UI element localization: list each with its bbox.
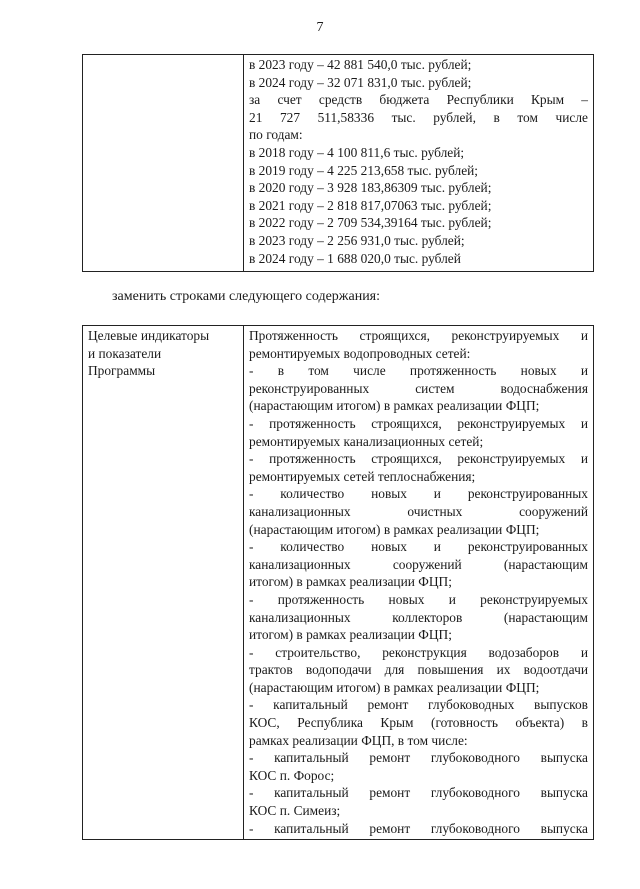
indicator-line: - в том числе протяженность новых и xyxy=(249,363,588,379)
indicator-line: - протяженность строящихся, реконструируемых и xyxy=(249,451,588,467)
funding-line: по годам: xyxy=(249,127,303,143)
funding-lines xyxy=(249,56,588,267)
indicator-line: - количество новых и реконструированных xyxy=(249,486,588,502)
funding-text-cell xyxy=(244,55,594,272)
indicator-line: - протяженность новых и реконструируемых xyxy=(249,591,588,607)
indicator-line: (нарастающим итогом) в рамках реализации ФЦП; xyxy=(249,679,540,695)
indicator-line: - капитальный ремонт глубоководного выпуска xyxy=(249,820,588,836)
funding-line: в 2021 году – 2 818 817,07063 тыс. рублей; xyxy=(249,197,492,213)
label-line: и показатели xyxy=(88,345,162,361)
funding-line: 21 727 511,58336 тыс. рублей, в том числе xyxy=(249,109,588,125)
indicator-line: - капитальный ремонт глубоководного выпуска xyxy=(249,750,588,766)
indicator-line: канализационных сооружений (нарастающим xyxy=(249,556,588,572)
indicator-line: реконструированных систем водоснабжения xyxy=(249,380,588,396)
page-number: 7 xyxy=(316,20,324,35)
indicator-line: канализационных очистных сооружений xyxy=(249,503,588,519)
funding-line: в 2024 году – 1 688 020,0 тыс. рублей xyxy=(249,250,461,266)
funding-table-continued xyxy=(82,54,594,272)
indicator-line: КОС п. Форос; xyxy=(249,767,335,783)
indicators-table xyxy=(82,325,594,840)
indicators-label-cell xyxy=(83,326,244,840)
indicator-line: - капитальный ремонт глубоководного выпуска xyxy=(249,785,588,801)
funding-line: в 2024 году – 32 071 831,0 тыс. рублей; xyxy=(249,74,472,90)
indicator-line: Протяженность строящихся, реконструируемых и xyxy=(249,328,588,343)
indicator-line: трактов водоподачи для повышения их водоотдачи xyxy=(249,662,588,678)
indicator-line: (нарастающим итогом) в рамках реализации ФЦП; xyxy=(249,398,540,414)
empty-label-cell xyxy=(83,55,244,272)
indicator-line: рамках реализации ФЦП, в том числе: xyxy=(249,732,468,748)
funding-line: в 2019 году – 4 225 213,658 тыс. рублей; xyxy=(249,162,479,178)
indicator-line: ремонтируемых водопроводных сетей: xyxy=(249,345,471,361)
transition-text: заменить строками следующего содержания: xyxy=(112,289,381,304)
indicator-line: - протяженность строящихся, реконструируемых и xyxy=(249,415,588,431)
label-line: Целевые индикаторы xyxy=(88,328,210,343)
indicator-line: итогом) в рамках реализации ФЦП; xyxy=(249,574,452,590)
indicators-text-cell xyxy=(244,326,594,840)
indicator-line: (нарастающим итогом) в рамках реализации ФЦП; xyxy=(249,521,540,537)
indicator-line: канализационных коллекторов (нарастающим xyxy=(249,609,588,625)
indicator-line: - капитальный ремонт глубоководных выпусков xyxy=(249,697,588,713)
funding-line: в 2023 году – 2 256 931,0 тыс. рублей; xyxy=(249,232,465,248)
indicator-line: ремонтируемых сетей теплоснабжения; xyxy=(249,468,476,484)
funding-line: за счет средств бюджета Республики Крым – xyxy=(249,92,588,108)
table-row xyxy=(83,55,594,272)
table-row xyxy=(83,326,594,840)
indicators-label xyxy=(88,327,238,380)
indicator-lines xyxy=(249,327,588,837)
indicator-line: ремонтируемых канализационных сетей; xyxy=(249,433,484,449)
indicator-line: КОС п. Симеиз; xyxy=(249,803,341,819)
indicator-line: - количество новых и реконструированных xyxy=(249,539,588,555)
funding-line: в 2018 году – 4 100 811,6 тыс. рублей; xyxy=(249,144,465,160)
indicator-line: - строительство, реконструкция водозаборов и xyxy=(249,644,588,660)
funding-line: в 2022 году – 2 709 534,39164 тыс. рублей; xyxy=(249,215,492,231)
funding-line: в 2023 году – 42 881 540,0 тыс. рублей; xyxy=(249,57,472,72)
label-line: Программы xyxy=(88,363,156,379)
indicator-line: итогом) в рамках реализации ФЦП; xyxy=(249,627,452,643)
indicator-line: КОС, Республика Крым (готовность объекта) в xyxy=(249,715,588,731)
funding-line: в 2020 году – 3 928 183,86309 тыс. рублей; xyxy=(249,180,492,196)
